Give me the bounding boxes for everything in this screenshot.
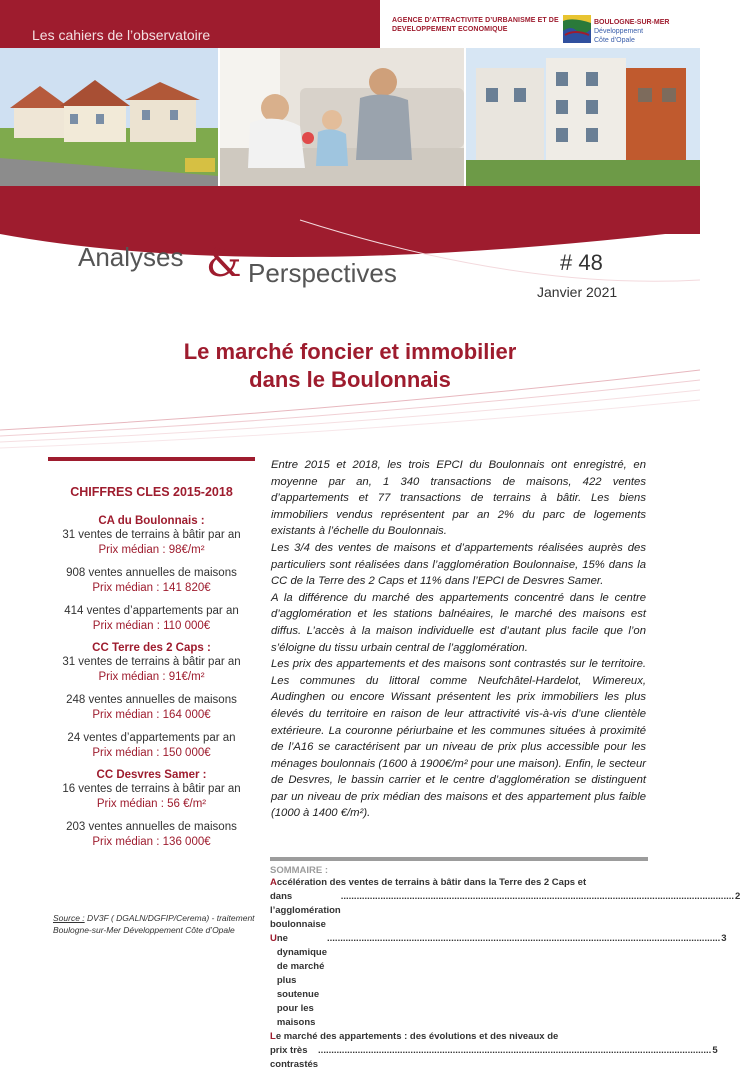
figure-item — [48, 731, 255, 761]
page-title — [100, 338, 600, 394]
photo-strip — [0, 48, 700, 186]
figure-quantity: 908 ventes annuelles de maisons — [66, 567, 237, 579]
toc-item-row — [270, 890, 740, 932]
toc-item-line — [270, 1030, 648, 1044]
logo-city: BOULOGNE-SUR-MER — [594, 19, 670, 26]
toc-initial: L — [270, 1031, 276, 1042]
toc-leader: ..................................................................................................................................................... — [327, 933, 721, 944]
toc-leader: ..................................................................................................................................................... — [340, 891, 735, 902]
figure-price: Prix médian : 91€/m² — [98, 671, 205, 683]
issue-date: Janvier 2021 — [537, 284, 618, 300]
figure-item — [48, 693, 255, 723]
figure-quantity: 203 ventes annuelles de maisons — [66, 821, 237, 833]
group-ca-boulonnais — [48, 515, 255, 634]
table-of-contents — [270, 857, 740, 1072]
source-text: DV3F ( DGALN/DGFIP/Cerema) - traitement Boulogne-sur-Mer Développement Côte d’Opale — [53, 913, 255, 935]
toc-text-cont: dans l’agglomération boulonnaise — [270, 891, 341, 930]
toc-initial: A — [270, 877, 277, 888]
figure-quantity: 414 ventes d’appartements par an — [64, 605, 239, 617]
sidebar-rule — [48, 457, 255, 461]
title-line-1: Le marché foncier et immobilier — [183, 339, 517, 364]
toc-page: 2 — [735, 891, 740, 902]
figure-item — [48, 604, 255, 634]
title-line-2: dans le Boulonnais — [249, 367, 451, 392]
figure-quantity: 31 ventes de terrains à bâtir par an — [62, 656, 241, 668]
toc-item-line — [270, 876, 648, 890]
paragraph: Les 3/4 des ventes de maisons et d’appartements réalisées auprès des particuliers sont réalisées dans l’agglomération Boulonnaise, 15% dans la CC de la Terre des 2 Caps et 11% dans l’EPCI de Desvres Samer. — [271, 541, 646, 588]
photo-apartments — [466, 48, 700, 186]
source-note — [53, 912, 263, 936]
logo-coast: Côte d’Opale — [594, 37, 635, 44]
series-title: Les cahiers de l’observatoire — [32, 27, 211, 43]
paragraph: Entre 2015 et 2018, les trois EPCI du Boulonnais ont enregistré, en moyenne par an, 1 340 transactions de maisons, 422 ventes d’appartements et 77 transactions de terrains à bâtir. Les biens immobiliers vendus représentent par an 2% du parc de logements existants à l’échelle du Boulonnais. — [271, 459, 646, 538]
figure-item — [48, 528, 255, 558]
agency-name: AGENCE D’ATTRACTIVITE D’URBANISME ET DE DEVELOPPEMENT ECONOMIQUE — [392, 17, 559, 33]
figure-quantity: 16 ventes de terrains à bâtir par an — [62, 783, 241, 795]
figure-item — [48, 820, 255, 850]
figure-quantity: 248 ventes annuelles de maisons — [66, 694, 237, 706]
figure-price: Prix médian : 98€/m² — [98, 544, 205, 556]
agency-block — [380, 0, 700, 48]
figure-item — [48, 782, 255, 812]
sidebar-heading: CHIFFRES CLES 2015-2018 — [70, 485, 233, 499]
toc-text: ne dynamique de marché plus soutenue pour les maisons — [276, 933, 328, 1028]
toc-page: 3 — [721, 933, 727, 944]
toc-item[interactable] — [270, 1030, 718, 1072]
toc-text-cont: prix très contrastés — [270, 1045, 319, 1070]
photo-family — [220, 48, 464, 186]
figure-price: Prix médian : 150 000€ — [92, 747, 211, 759]
figure-quantity: 24 ventes d’appartements par an — [67, 732, 236, 744]
figure-quantity: 31 ventes de terrains à bâtir par an — [62, 529, 241, 541]
agency-logo-text — [594, 18, 669, 45]
group-title: CA du Boulonnais : — [98, 515, 205, 527]
group-cc-desvres-samer — [48, 769, 255, 850]
figure-price: Prix médian : 136 000€ — [92, 836, 211, 848]
figure-item — [48, 655, 255, 685]
group-cc-terre-des-2-caps — [48, 642, 255, 761]
toc-page: 5 — [712, 1045, 718, 1056]
group-title: CC Terre des 2 Caps : — [92, 642, 211, 654]
source-label: Source : — [53, 913, 85, 923]
toc-heading: SOMMAIRE : — [270, 865, 329, 876]
brand-analyses: Analyses — [78, 242, 184, 272]
brand-ampersand: & — [206, 240, 242, 286]
paragraph: Les prix des appartements et des maisons sont contrastés sur le territoire. Les communes du littoral comme Neufchâtel-Hardelot, Wimereux, Audinghen ou encore Wissant présentent les prix immobiliers les plus élevés du territoire en raison de leur attractivité vis-à-vis d’une clientèle extérieure. La couronne périurbaine et les communes situées à proximité de l’A16 se caractérisent par un niveau de prix plus accessible pour les ménages boulonnais (1600 à 1900€/m² pour une maison). Enfin, le secteur de Desvres, le bassin carrier et le centre d’agglomération se distinguent par un niveau de prix médian des maisons et des appartement plus faible (1000 à 1400 €/m²). — [271, 658, 646, 820]
figure-price: Prix médian : 110 000€ — [92, 620, 211, 632]
toc-initial: U — [270, 933, 277, 944]
toc-rule — [270, 857, 648, 861]
figure-item — [48, 566, 255, 596]
figure-price: Prix médian : 141 820€ — [92, 582, 211, 594]
toc-leader: ..................................................................................................................................................... — [318, 1045, 712, 1056]
group-title: CC Desvres Samer : — [96, 769, 207, 781]
toc-text: e marché des appartements : des évolutions et des niveaux de — [275, 1031, 559, 1042]
toc-item[interactable] — [270, 932, 727, 1030]
issue-number: # 48 — [560, 250, 603, 275]
toc-item-row — [270, 932, 727, 1030]
intro-text — [271, 457, 646, 822]
photo-houses — [0, 48, 218, 186]
logo-dev: Développement — [594, 28, 644, 35]
toc-item[interactable] — [270, 876, 740, 932]
figure-price: Prix médian : 164 000€ — [92, 709, 211, 721]
figure-price: Prix médian : 56 €/m² — [96, 798, 207, 810]
toc-item-row — [270, 1044, 718, 1072]
brand-perspectives: Perspectives — [248, 258, 397, 288]
toc-text: ccélération des ventes de terrains à bâtir dans la Terre des 2 Caps et — [276, 877, 587, 888]
paragraph: A la différence du marché des appartements concentré dans le centre d’agglomération et les stations balnéaires, le marché des maisons est diffus. L’accès à la maison individuelle est d’autant plus facile que l’on s’éloigne du tissu urbain central de l’agglomération. — [271, 591, 646, 654]
agency-logo-icon — [563, 15, 591, 43]
key-figures-sidebar — [48, 457, 255, 858]
